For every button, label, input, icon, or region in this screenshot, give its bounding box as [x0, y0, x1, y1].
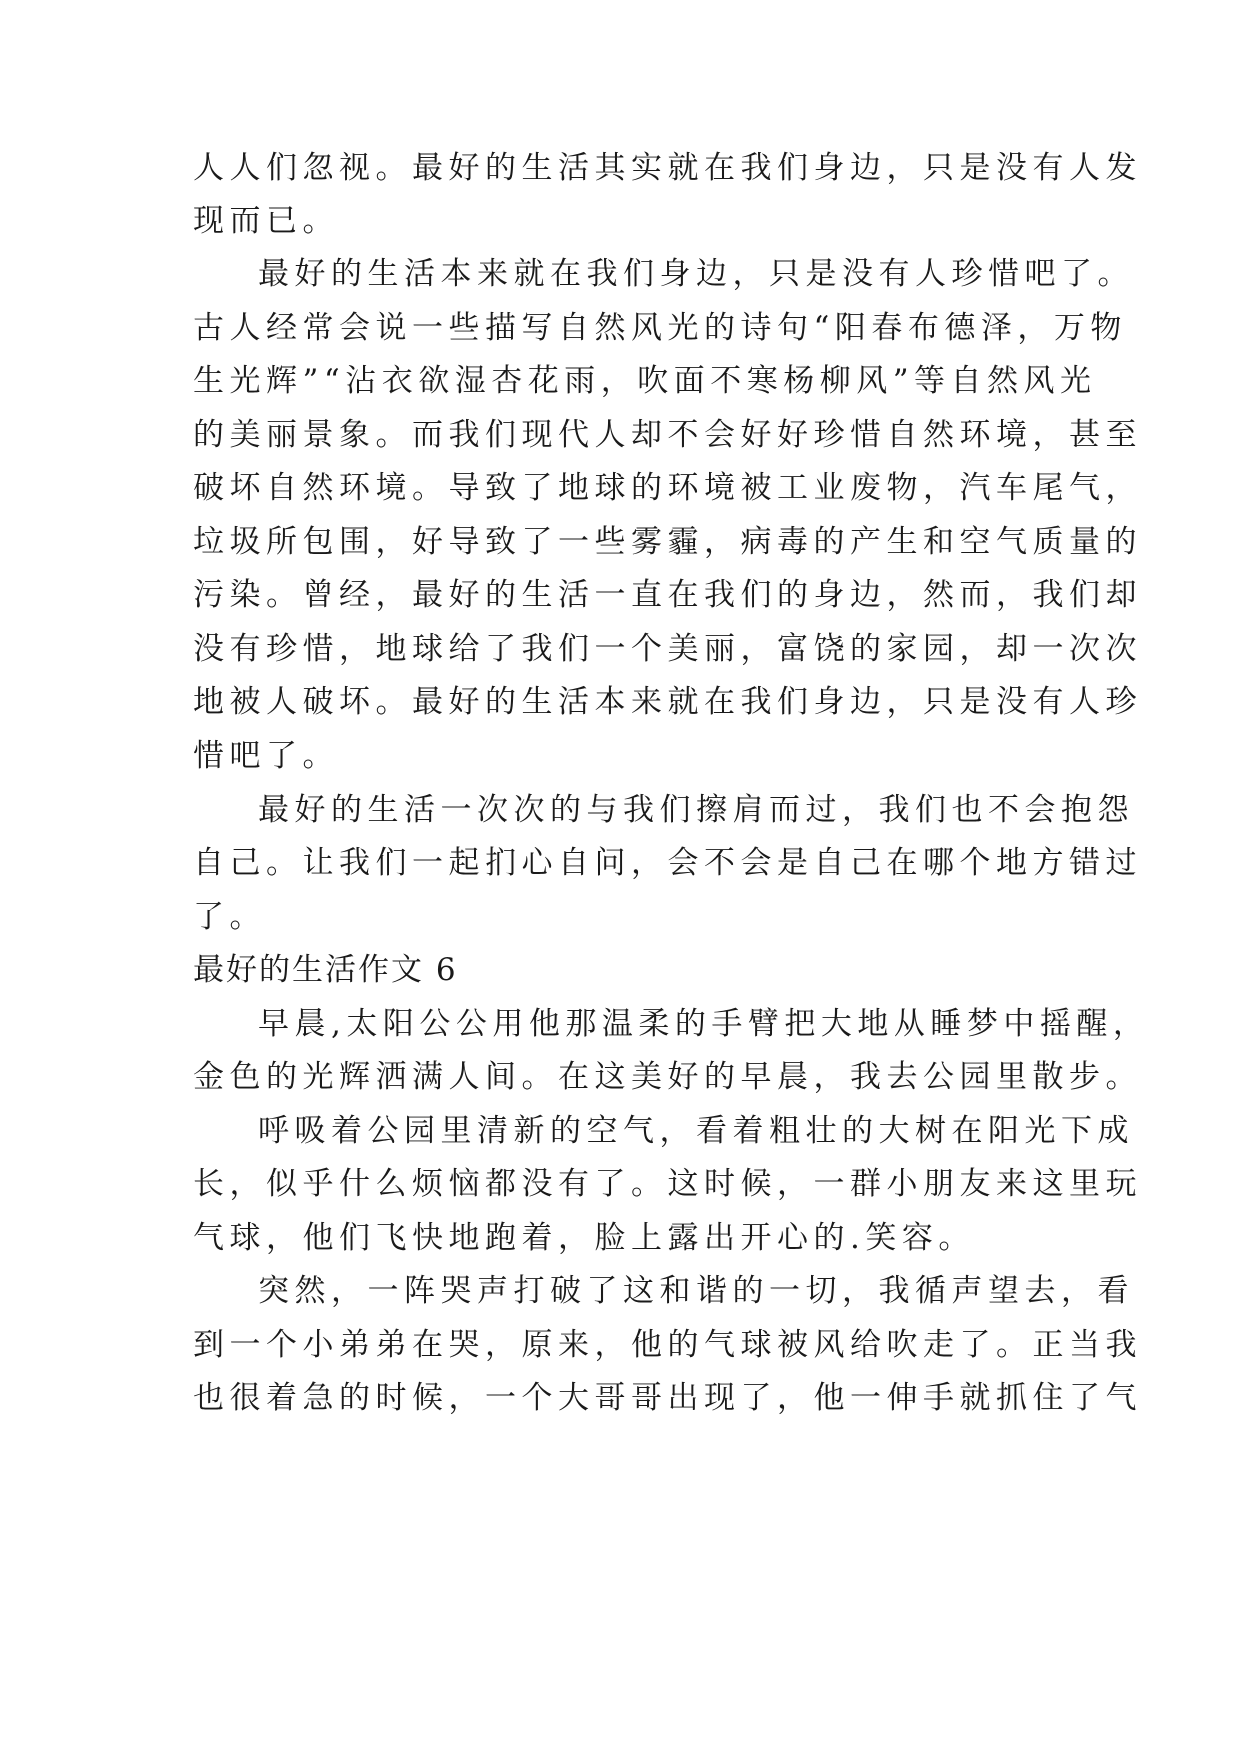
text-line: 生光辉”“沾衣欲湿杏花雨，吹面不寒杨柳风”等自然风光 [193, 363, 1097, 399]
text-line: 气球，他们飞快地跑着，脸上露出开心的.笑容。 [193, 1220, 975, 1256]
text-line: 惜吧了。 [193, 738, 339, 774]
text-line: 垃圾所包围，好导致了一些雾霾，病毒的产生和空气质量的 [193, 524, 1142, 560]
text-line: 的美丽景象。而我们现代人却不会好好珍惜自然环境，甚至 [193, 417, 1142, 453]
paragraph-first-line: 呼吸着公园里清新的空气，看着粗壮的大树在阳光下成 [258, 1113, 1134, 1149]
paragraph-first-line: 突然，一阵哭声打破了这和谐的一切，我循声望去，看 [258, 1273, 1134, 1309]
text-line: 也很着急的时候，一个大哥哥出现了，他一伸手就抓住了气 [193, 1380, 1142, 1416]
text-line: 破坏自然环境。导致了地球的环境被工业废物，汽车尾气， [193, 470, 1142, 506]
text-line: 自己。让我们一起扪心自问，会不会是自己在哪个地方错过 [193, 845, 1142, 881]
text-line: 污染。曾经，最好的生活一直在我们的身边，然而，我们却 [193, 577, 1142, 613]
paragraph-first-line: 早晨,太阳公公用他那温柔的手臂把大地从睡梦中摇醒， [258, 1006, 1150, 1042]
text-line: 没有珍惜，地球给了我们一个美丽，富饶的家园，却一次次 [193, 631, 1142, 667]
paragraph-first-line: 最好的生活本来就在我们身边，只是没有人珍惜吧了。 [258, 256, 1134, 292]
text-line: 金色的光辉洒满人间。在这美好的早晨，我去公园里散步。 [193, 1059, 1142, 1095]
text-line: 到一个小弟弟在哭，原来，他的气球被风给吹走了。正当我 [193, 1327, 1142, 1363]
text-line: 地被人破坏。最好的生活本来就在我们身边，只是没有人珍 [193, 684, 1142, 720]
section-heading: 最好的生活作文 6 [193, 952, 458, 988]
text-line: 了。 [193, 899, 266, 935]
text-line: 现而已。 [193, 203, 339, 239]
text-line: 古人经常会说一些描写自然风光的诗句“阳春布德泽，万物 [193, 310, 1127, 346]
text-line: 长，似乎什么烦恼都没有了。这时候，一群小朋友来这里玩 [193, 1166, 1142, 1202]
text-line: 人人们忽视。最好的生活其实就在我们身边，只是没有人发 [193, 150, 1142, 186]
paragraph-first-line: 最好的生活一次次的与我们擦肩而过，我们也不会抱怨 [258, 792, 1134, 828]
